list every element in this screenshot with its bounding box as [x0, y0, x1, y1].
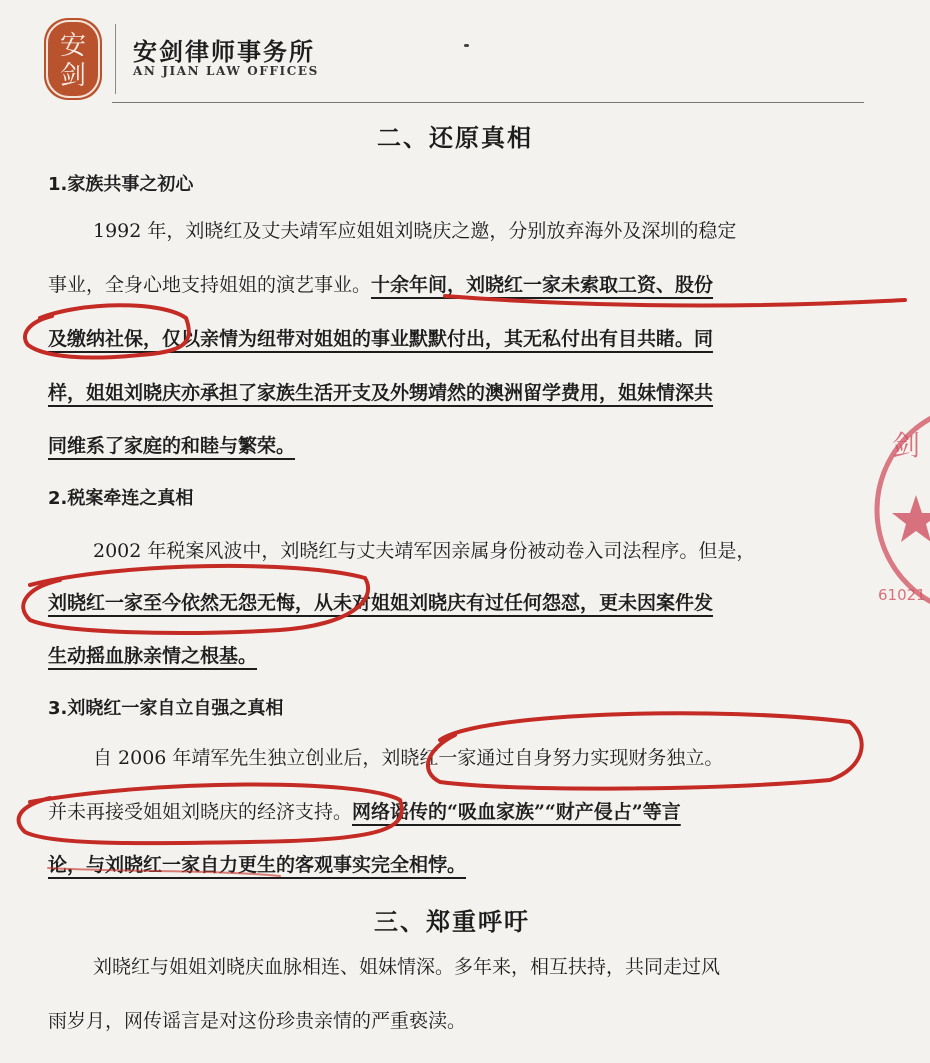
paragraph-1-line-1: 1992 年，刘晓红及丈夫靖军应姐姐刘晓庆之邀，分别放弃海外及深圳的稳定 — [93, 220, 737, 242]
seal-char: 剑 — [892, 429, 921, 462]
paragraph-1-line-4: 样，姐姐刘晓庆亦承担了家族生活开支及外甥靖然的澳洲留学费用，姐妹情深共 — [48, 382, 714, 404]
paragraph-2-line-2: 刘晓红一家至今依然无怨无悔，从未对姐姐刘晓庆有过任何怨怼，更未因案件发 — [48, 592, 714, 614]
paragraph-2-line-1: 2002 年税案风波中，刘晓红与丈夫靖军因亲属身份被动卷入司法程序。但是， — [93, 540, 756, 562]
paragraph-3-line-2-plain: 并未再接受姐姐刘晓庆的经济支持。 — [48, 801, 353, 823]
firm-name-cn: 安剑律师事务所 — [133, 37, 315, 66]
subheading-1: 1.家族共事之初心 — [48, 174, 194, 195]
svg-text:安: 安 — [59, 31, 87, 61]
section-title-3: 三、郑重呼吁 — [374, 907, 530, 936]
header-divider — [115, 24, 116, 94]
subheading-2: 2.税案牵连之真相 — [48, 488, 194, 509]
firm-name-en: AN JIAN LAW OFFICES — [133, 64, 319, 78]
subheading-3: 3.刘晓红一家自立自强之真相 — [48, 698, 284, 719]
paragraph-3-line-3: 论，与刘晓红一家自力更生的客观事实完全相悖。 — [48, 854, 467, 876]
paragraph-4-line-1: 刘晓红与姐姐刘晓庆血脉相连、姐妹情深。多年来，相互扶持，共同走过风 — [93, 956, 721, 978]
paragraph-3-line-1: 自 2006 年靖军先生独立创业后，刘晓红一家通过自身努力实现财务独立。 — [93, 747, 724, 769]
paragraph-1-line-3: 及缴纳社保，仅以亲情为纽带对姐姐的事业默默付出，其无私付出有目共睹。同 — [48, 328, 714, 350]
paragraph-1-line-2-emphasis: 十余年间，刘晓红一家未索取工资、股份 — [371, 274, 714, 296]
seal-code: 61021 — [878, 586, 926, 604]
ink-speck — [464, 44, 469, 47]
paragraph-1-line-5: 同维系了家庭的和睦与繁荣。 — [48, 435, 296, 457]
paragraph-1-line-2-plain: 事业，全身心地支持姐姐的演艺事业。 — [48, 274, 372, 296]
svg-text:剑: 剑 — [59, 61, 87, 91]
header-rule — [112, 102, 864, 103]
paragraph-3-line-2-emphasis: 网络谣传的“吸血家族”“财产侵占”等言 — [352, 801, 681, 823]
official-seal — [872, 395, 930, 635]
section-title-2: 二、还原真相 — [377, 123, 533, 152]
paragraph-3-line-2 — [48, 799, 681, 825]
paragraph-2-line-3: 生动摇血脉亲情之根基。 — [48, 645, 258, 667]
firm-logo — [44, 18, 102, 100]
paragraph-1-line-2 — [48, 272, 713, 298]
paragraph-4-line-2: 雨岁月，网传谣言是对这份珍贵亲情的严重亵渎。 — [48, 1010, 467, 1032]
